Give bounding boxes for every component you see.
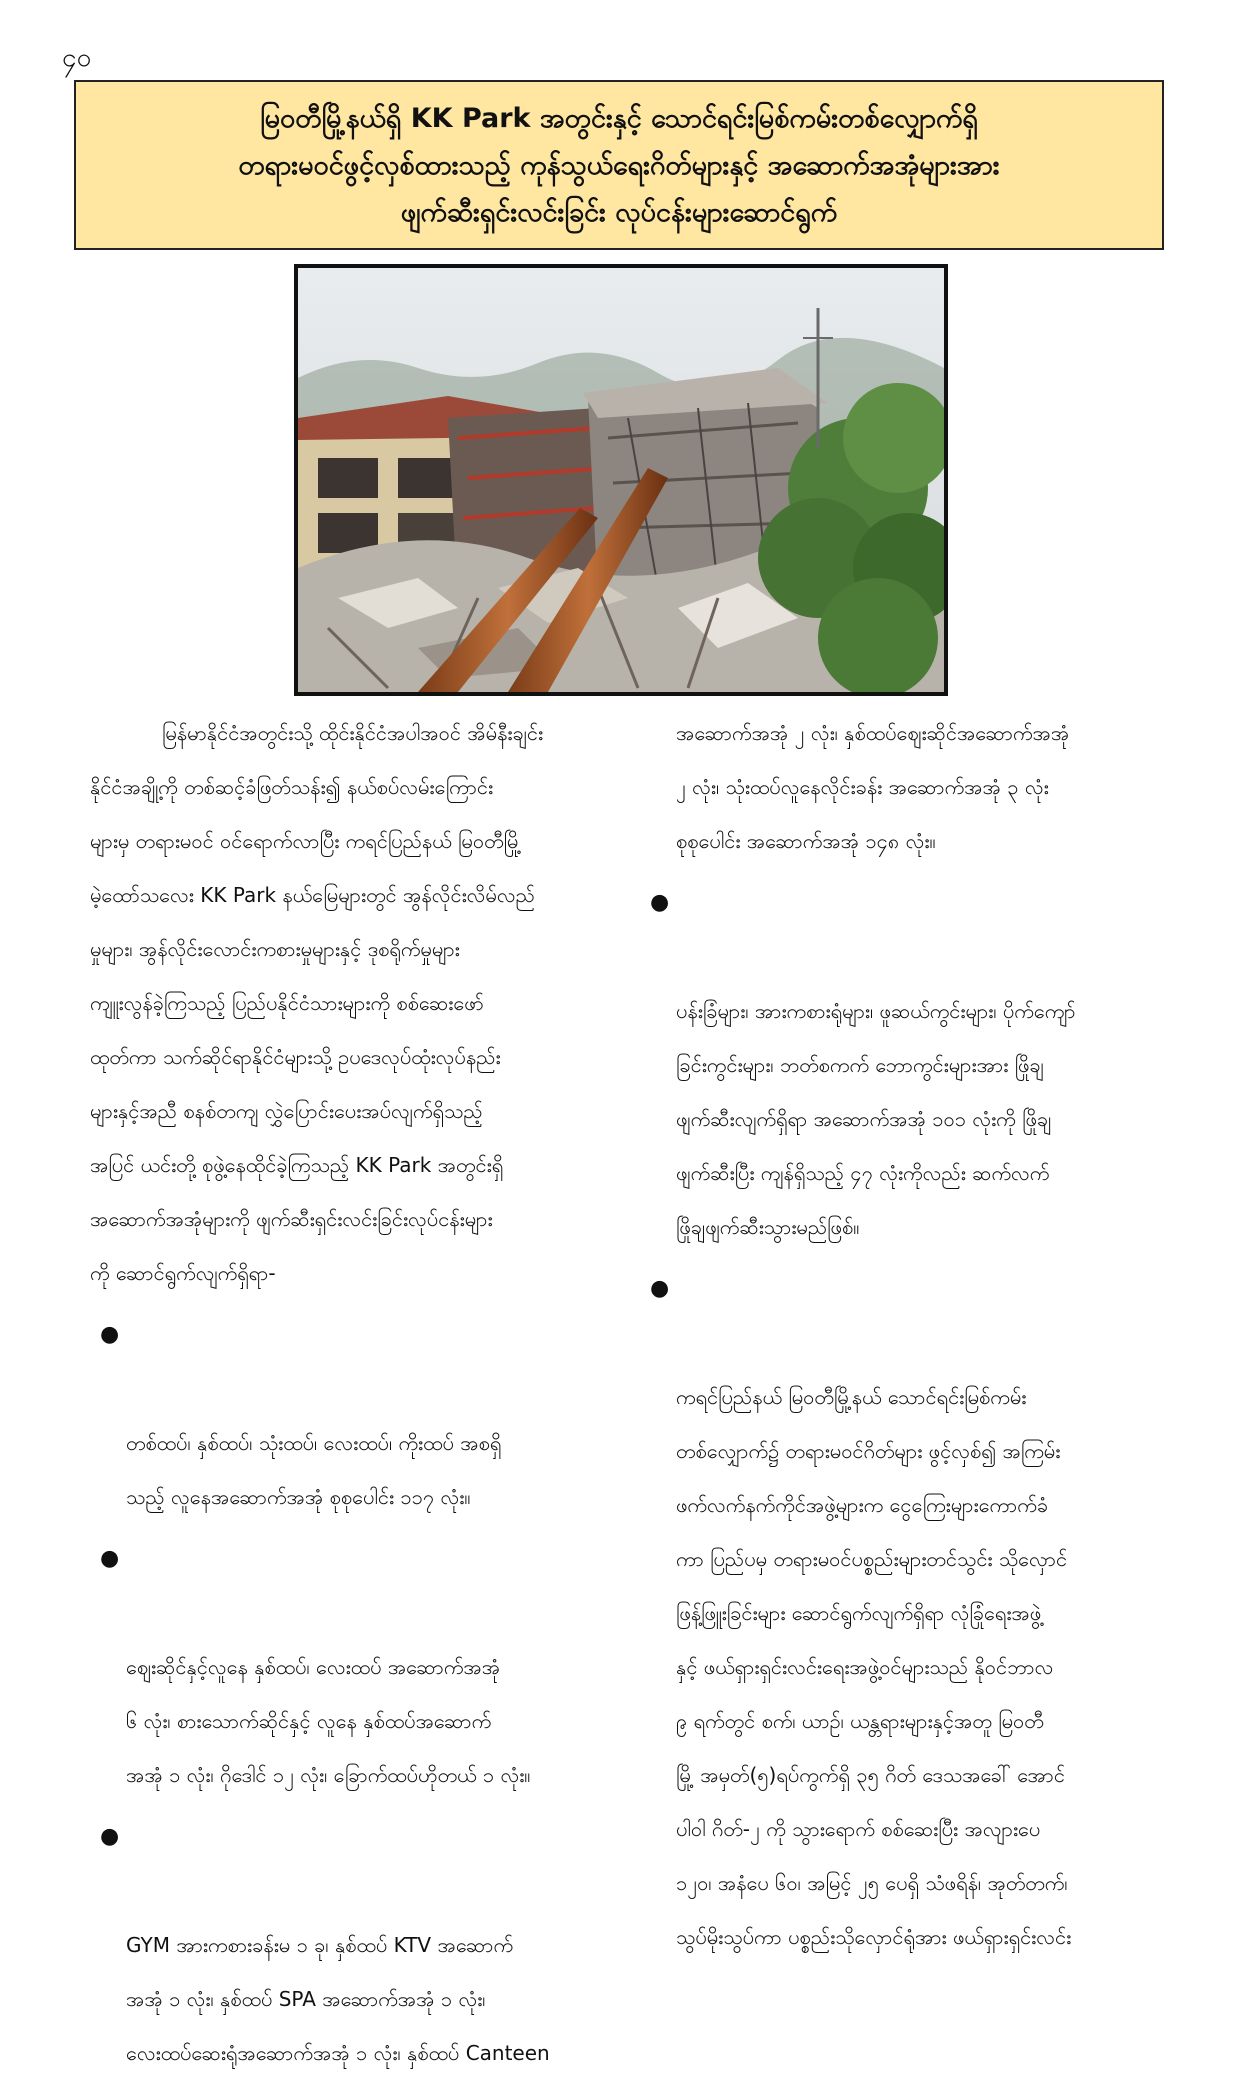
headline-box xyxy=(74,80,1164,250)
right-bullet-list xyxy=(640,876,1160,1964)
bullet-dot-icon: ● xyxy=(650,1276,670,1301)
list-item xyxy=(90,1308,598,1524)
left-column xyxy=(90,706,598,2080)
left-bullet-list xyxy=(90,1308,598,2080)
bullet-text: ကရင်ပြည်နယ် မြဝတီမြို့နယ် သောင်ရင်းမြစ်ကမ်း တစ်လျှောက်၌ တရားမဝင်ဂိတ်များ ဖွင့်လှစ်၍ အကြမ်း ဖက်လက်နက်ကိုင်အဖွဲ့များက ငွေကြေးများကောက်ခံ ကာ ပြည်ပမှ တရားမဝင်ပစ္စည်းများတင်သွင်း သိုလှောင် ဖြန့်ဖြူးခြင်းများ ဆောင်ရွက်လျက်ရှိရာ လုံခြုံရေးအဖွဲ့ နှင့် ဖယ်ရှားရှင်းလင်းရေးအဖွဲ့ဝင်များသည် နိုဝင်ဘာလ ၉ ရက်တွင် စက်၊ ယာဉ်၊ ယန္တရားများနှင့်အတူ မြဝတီ မြို့ အမှတ်(၅)ရပ်ကွက်ရှိ ၃၅ ဂိတ် ဒေသအခေါ် အောင် ပါဝါ ဂိတ်-၂ ကို သွားရောက် စစ်ဆေးပြီး အလျားပေ ၁၂၀၊ အနံပေ ၆၀၊ အမြင့် ၂၅ ပေရှိ သံဖရိန်၊ အုတ်တက်၊ သွပ်မိုးသွပ်ကာ ပစ္စည်းသိုလှောင်ရုံအား ဖယ်ရှားရှင်းလင်း xyxy=(676,1385,1072,1949)
list-item xyxy=(90,1810,598,2080)
demolition-photo xyxy=(294,264,948,696)
bullet-dot-icon: ● xyxy=(100,1824,120,1849)
list-item xyxy=(640,1262,1160,1964)
headline-line-2: တရားမဝင်ဖွင့်လှစ်ထားသည့် ကုန်သွယ်ရေးဂိတ်များနှင့် အဆောက်အအုံများအား xyxy=(238,149,1000,181)
bullet-dot-icon: ● xyxy=(100,1322,120,1347)
bullet-dot-icon: ● xyxy=(100,1546,120,1571)
continuation-paragraph: အဆောက်အအုံ ၂ လုံး၊ နှစ်ထပ်ဈေးဆိုင်အဆောက်အအုံ ၂ လုံး၊ သုံးထပ်လူနေလိုင်းခန်း အဆောက်အအုံ ၃ လုံး စုစုပေါင်း အဆောက်အအုံ ၁၄၈ လုံး။ xyxy=(676,721,1070,853)
list-item xyxy=(90,1532,598,1802)
bullet-text: ဈေးဆိုင်နှင့်လူနေ နှစ်ထပ်၊ လေးထပ် အဆောက်အအုံ ၆ လုံး၊ စားသောက်ဆိုင်နှင့် လူနေ နှစ်ထပ်အဆောက် အအုံ ၁ လုံး၊ ဂိုဒေါင် ၁၂ လုံး၊ ခြောက်ထပ်ဟိုတယ် ၁ လုံး။ xyxy=(126,1655,531,1787)
headline-line-1: မြဝတီမြို့နယ်ရှိ KK Park အတွင်းနှင့် သောင်ရင်းမြစ်ကမ်းတစ်လျှောက်ရှိ xyxy=(260,102,978,134)
demolition-photo-illustration xyxy=(298,268,944,692)
bullet-dot-icon: ● xyxy=(650,890,670,915)
page-number: ၄၀ xyxy=(62,43,92,73)
bullet-text: ပန်းခြံများ၊ အားကစားရုံများ၊ ဖူဆယ်ကွင်းများ၊ ပိုက်ကျော် ခြင်းကွင်းများ၊ ဘတ်စကက် ဘောကွင်းများအား ဖြိုချ ဖျက်ဆီးလျက်ရှိရာ အဆောက်အအုံ ၁၀၁ လုံးကို ဖြိုချ ဖျက်ဆီးပြီး ကျန်ရှိသည့် ၄၇ လုံးကိုလည်း ဆက်လက် ဖြိုချဖျက်ဆီးသွားမည်ဖြစ်။ xyxy=(676,999,1076,1239)
bullet-text: တစ်ထပ်၊ နှစ်ထပ်၊ သုံးထပ်၊ လေးထပ်၊ ကိုးထပ် အစရှိ သည့် လူနေအဆောက်အအုံ စုစုပေါင်း ၁၁၇ လုံး။ xyxy=(126,1431,502,1509)
intro-paragraph: မြန်မာနိုင်ငံအတွင်းသို့ ထိုင်းနိုင်ငံအပါအဝင် အိမ်နီးချင်း နိုင်ငံအချို့ကို တစ်ဆင့်ခံဖြတ်သန်း၍ နယ်စပ်လမ်းကြောင်း များမှ တရားမဝင် ဝင်ရောက်လာပြီး ကရင်ပြည်နယ် မြဝတီမြို့ မဲ့ထော်သလေး KK Park နယ်မြေများတွင် အွန်လိုင်းလိမ်လည် မှုများ၊ အွန်လိုင်းလောင်းကစားမှုများနှင့် ဒုစရိုက်မှုများ ကျူးလွန်ခဲ့ကြသည့် ပြည်ပနိုင်ငံသားများကို စစ်ဆေးဖော် ထုတ်ကာ သက်ဆိုင်ရာနိုင်ငံများသို့ ဥပဒေလုပ်ထုံးလုပ်နည်း များနှင့်အညီ စနစ်တကျ လွှဲပြောင်းပေးအပ်လျက်ရှိသည့် အပြင် ယင်းတို့ စုဖွဲ့နေထိုင်ခဲ့ကြသည့် KK Park အတွင်းရှိ အဆောက်အအုံများကို ဖျက်ဆီးရှင်းလင်းခြင်းလုပ်ငန်းများ ကို ဆောင်ရွက်လျက်ရှိရာ- xyxy=(90,721,544,1285)
headline-line-3: ဖျက်ဆီးရှင်းလင်းခြင်း လုပ်ငန်းများဆောင်ရွက် xyxy=(400,196,838,228)
list-item xyxy=(640,876,1160,1254)
right-column xyxy=(640,706,1160,1964)
bullet-text: GYM အားကစားခန်းမ ၁ ခု၊ နှစ်ထပ် KTV အဆောက် အအုံ ၁ လုံး၊ နှစ်ထပ် SPA အဆောက်အအုံ ၁ လုံး၊ လေးထပ်ဆေးရုံအဆောက်အအုံ ၁ လုံး၊ နှစ်ထပ် Canteen xyxy=(126,1933,550,2065)
